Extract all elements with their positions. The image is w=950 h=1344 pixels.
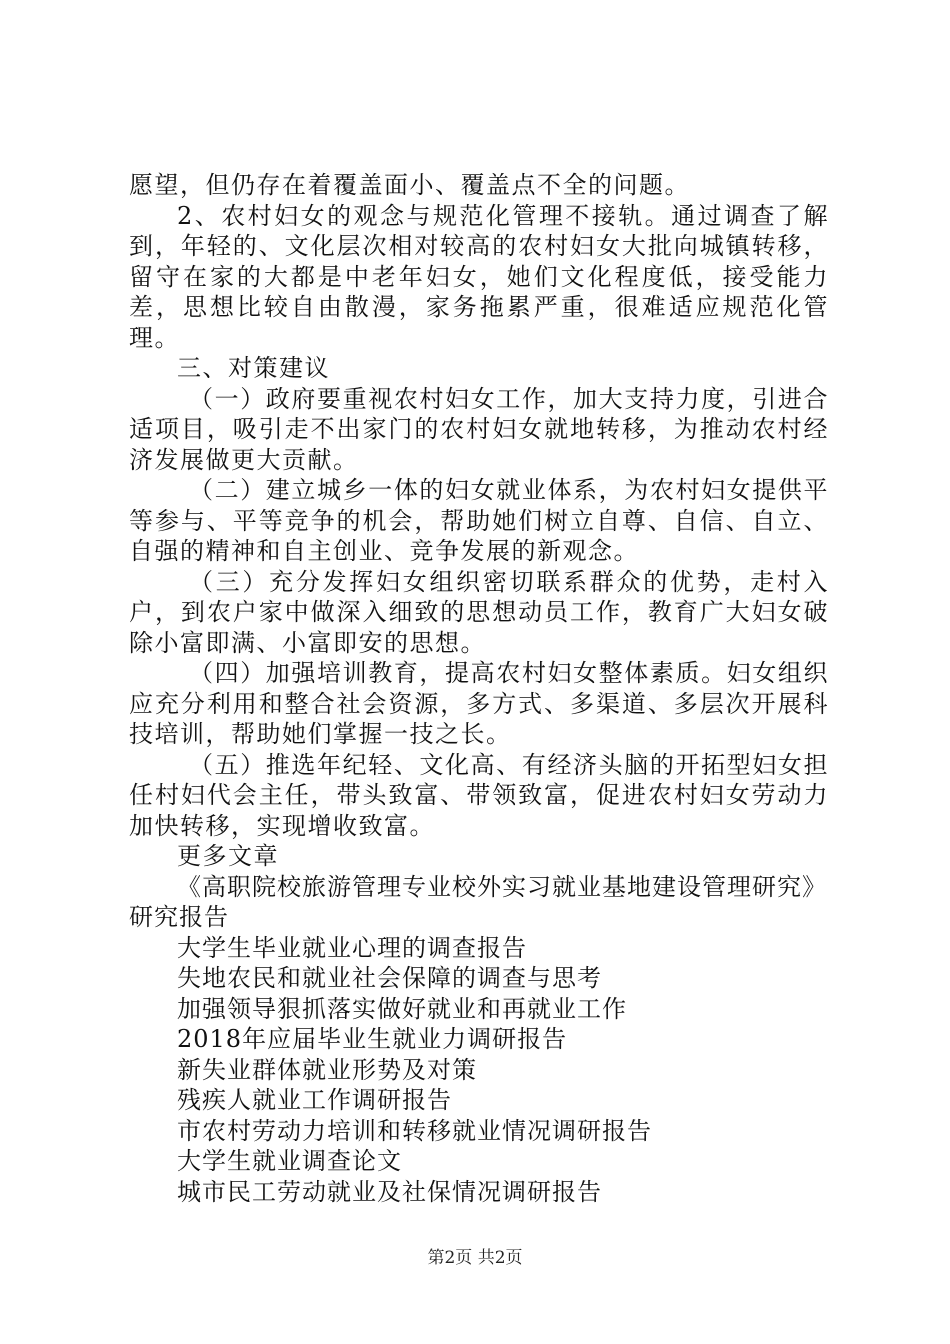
paragraph-suggestion-4: （四）加强培训教育，提高农村妇女整体素质。妇女组织应充分利用和整合社会资源，多方式、多渠道、多层次开展科技培训，帮助她们掌握一技之长。 (129, 659, 829, 748)
article-link[interactable]: 残疾人就业工作调研报告 (177, 1086, 452, 1114)
article-link[interactable]: 大学生毕业就业心理的调查报告 (177, 933, 527, 962)
more-articles-heading: 更多文章 (177, 842, 279, 870)
paragraph-suggestion-5: （五）推选年纪轻、文化高、有经济头脑的开拓型妇女担任村妇代会主任，带头致富、带领致富，促进农村妇女劳动力加快转移，实现增收致富。 (129, 750, 829, 840)
paragraph-suggestion-3: （三）充分发挥妇女组织密切联系群众的优势，走村入户，到农户家中做深入细致的思想动员工作，教育广大妇女破除小富即满、小富即安的思想。 (129, 567, 829, 657)
article-link[interactable]: 大学生就业调查论文 (177, 1147, 402, 1175)
article-link[interactable]: 2018年应届毕业生就业力调研报告 (177, 1025, 568, 1053)
paragraph-continuation: 愿望，但仍存在着覆盖面小、覆盖点不全的问题。 (129, 171, 690, 199)
document-body (129, 170, 829, 1207)
paragraph-point-2: 2、农村妇女的观念与规范化管理不接轨。通过调查了解到，年轻的、文化层次相对较高的农村妇女大批向城镇转移，留守在家的大都是中老年妇女，她们文化程度低，接受能力差，思想比较自由散漫，家务拖累严重，很难适应规范化管理。 (129, 201, 829, 352)
more-articles-list (129, 872, 829, 1208)
article-link[interactable]: 《高职院校旅游管理专业校外实习就业基地建设管理研究》研究报告 (129, 872, 827, 931)
article-link[interactable]: 失地农民和就业社会保障的调查与思考 (177, 964, 602, 992)
page-number-footer: 第2页 共2页 (427, 1248, 523, 1268)
paragraph-suggestion-2: （二）建立城乡一体的妇女就业体系，为农村妇女提供平等参与、平等竞争的机会，帮助她们树立自尊、自信、自立、自强的精神和自主创业、竞争发展的新观念。 (129, 476, 829, 565)
article-link[interactable]: 加强领导狠抓落实做好就业和再就业工作 (177, 994, 627, 1023)
article-link[interactable]: 市农村劳动力培训和转移就业情况调研报告 (177, 1116, 652, 1145)
article-link[interactable]: 新失业群体就业形势及对策 (177, 1055, 477, 1084)
paragraph-suggestion-1: （一）政府要重视农村妇女工作，加大支持力度，引进合适项目，吸引走不出家门的农村妇女就地转移，为推动农村经济发展做更大贡献。 (129, 384, 829, 474)
article-link[interactable]: 城市民工劳动就业及社保情况调研报告 (177, 1177, 602, 1206)
section-heading-countermeasures: 三、对策建议 (177, 354, 330, 382)
